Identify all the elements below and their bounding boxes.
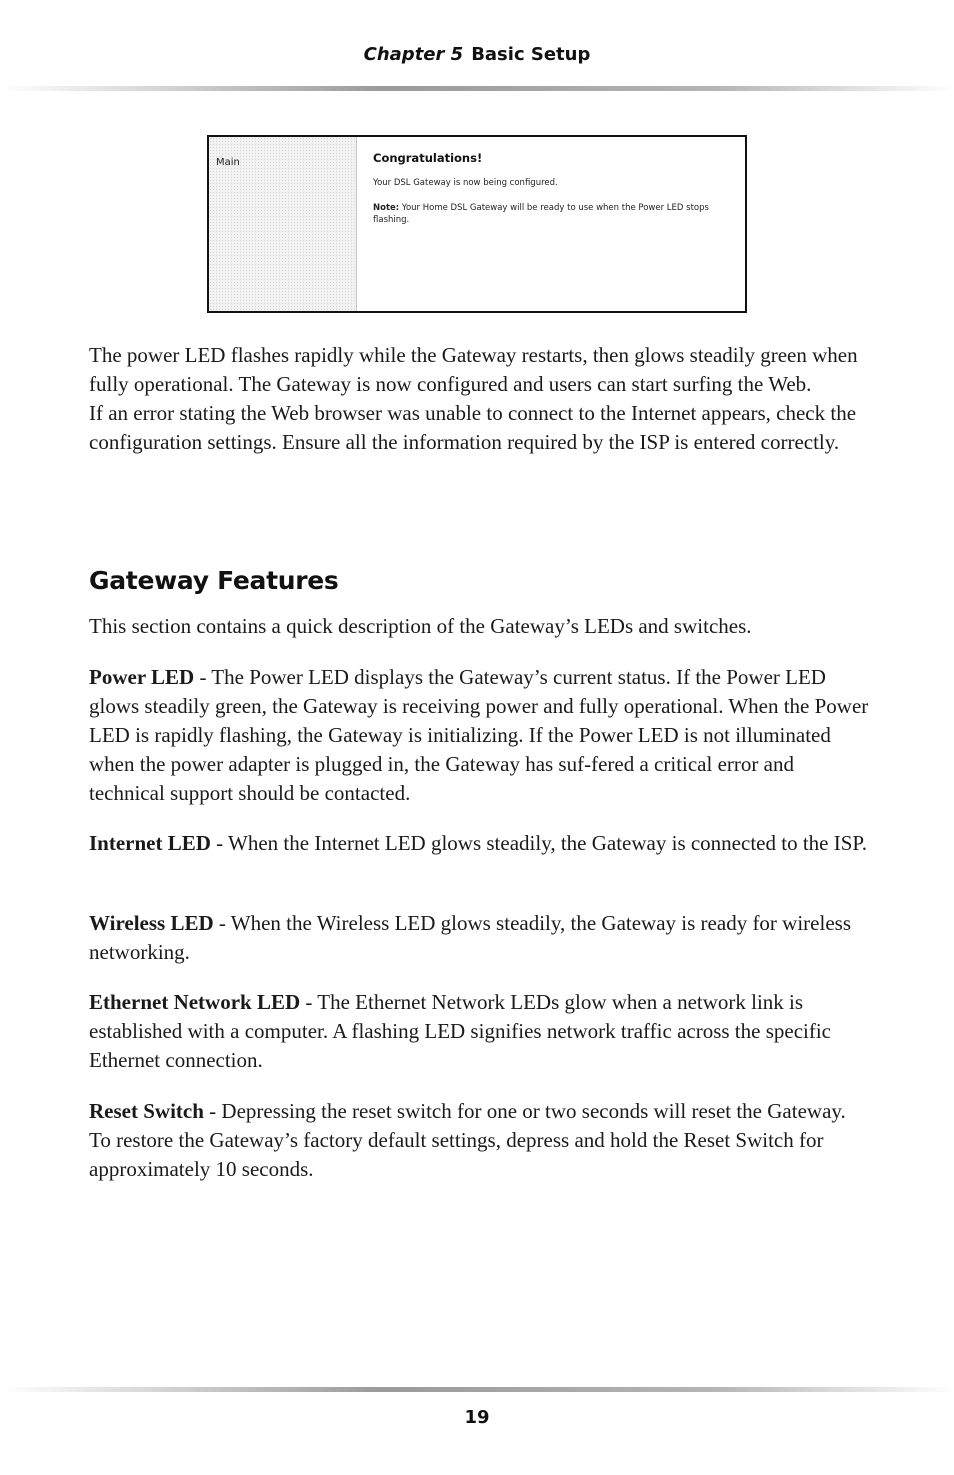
feature-term: Internet LED — [89, 831, 211, 855]
feature-reset-switch — [89, 1097, 869, 1184]
feature-wireless-led — [89, 909, 869, 967]
chapter-label: Chapter 5 — [363, 44, 464, 65]
section-description-text: This section contains a quick description of the Gateway’s LEDs and switches. — [89, 614, 752, 638]
feature-term: Power LED — [89, 665, 195, 689]
page-number: 19 — [464, 1407, 490, 1428]
section-description — [89, 612, 869, 641]
feature-text: - The Power LED displays the Gateway’s current status. If the Power LED glows steadily green, the Gateway is receiving power and fully operational. When the Power LED is rapidly flashing, the Gateway is initializing. If the Power LED is not illuminated when the power adapter is plugged in, the Gateway has suf-fered a critical error and technical support should be contacted. — [89, 665, 869, 805]
embedded-screenshot — [207, 135, 747, 313]
feature-power-led — [89, 663, 869, 808]
footer-rule — [0, 1387, 954, 1392]
feature-text: - When the Internet LED glows steadily, the Gateway is connected to the ISP. — [210, 831, 867, 855]
feature-term: Reset Switch — [89, 1099, 204, 1123]
configuring-message: Your DSL Gateway is now being configured. — [373, 178, 558, 188]
intro-paragraph-1: The power LED flashes rapidly while the Gateway restarts, then glows steadily green when fully operational. The Gateway is now configured and users can start surfing the Web. — [89, 343, 858, 396]
power-led-note — [373, 202, 733, 226]
header-rule — [0, 86, 954, 91]
running-header — [0, 44, 954, 65]
chapter-title: Basic Setup — [471, 44, 591, 65]
note-text: Your Home DSL Gateway will be ready to use when the Power LED stops flashing. — [373, 203, 709, 225]
feature-text: - The Ethernet Network LEDs glow when a network link is established with a computer. A flashing LED signifies network traffic across the specific Ethernet connection. — [89, 990, 832, 1072]
section-heading: Gateway Features — [89, 566, 339, 595]
intro-paragraphs — [89, 341, 869, 457]
feature-text: - Depressing the reset switch for one or two seconds will reset the Gateway. To restore the Gateway’s factory default settings, depress and hold the Reset Switch for approximately 10 seconds. — [89, 1099, 846, 1181]
feature-term: Ethernet Network LED — [89, 990, 301, 1014]
feature-internet-led — [89, 829, 869, 858]
feature-ethernet-led — [89, 988, 869, 1075]
screenshot-content — [373, 151, 733, 226]
feature-text: - When the Wireless LED glows steadily, the Gateway is ready for wireless networking. — [89, 911, 851, 964]
screenshot-sidebar — [209, 137, 357, 311]
sidebar-main-link[interactable]: Main — [216, 157, 240, 168]
congratulations-heading: Congratulations! — [373, 151, 483, 165]
intro-paragraph-2: If an error stating the Web browser was unable to connect to the Internet appears, check the configuration settings. Ensure all the information required by the ISP is entered correctly. — [89, 401, 857, 454]
feature-term: Wireless LED — [89, 911, 214, 935]
note-label: Note: — [373, 203, 400, 213]
